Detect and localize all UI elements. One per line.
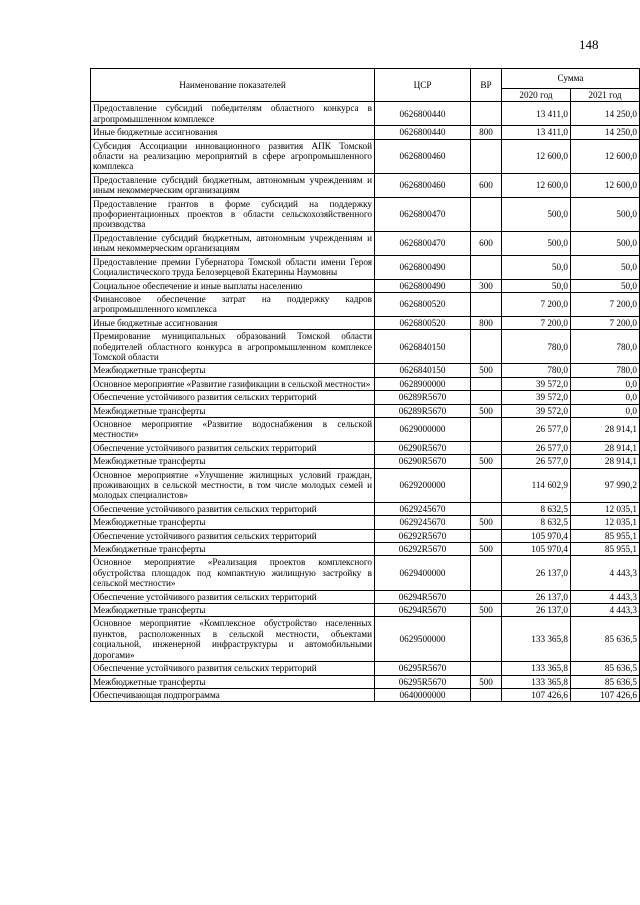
table-row [91,604,640,617]
row-value-2020: 133 365,8 [502,617,571,662]
row-value-2021: 107 426,6 [571,688,640,701]
row-vr [471,529,502,542]
row-value-2020: 12 600,0 [502,173,571,197]
table-row [91,139,640,173]
row-value-2020: 26 577,0 [502,441,571,454]
table-row [91,590,640,603]
row-name: Предоставление субсидий бюджетным, автономным учреждениям и иным некоммерческим организациям [91,231,375,255]
row-vr: 500 [471,543,502,556]
row-value-2020: 39 572,0 [502,404,571,417]
row-value-2021: 50,0 [571,255,640,279]
row-code: 0626800490 [375,255,471,279]
row-vr: 500 [471,604,502,617]
row-vr [471,292,502,316]
row-code: 0626800470 [375,197,471,231]
row-code: 06295R5670 [375,675,471,688]
table-row [91,102,640,126]
table-row [91,516,640,529]
row-code: 0626800460 [375,139,471,173]
row-vr [471,330,502,364]
table-row [91,330,640,364]
row-name: Обеспечение устойчивого развития сельских территорий [91,441,375,454]
row-code: 0628900000 [375,377,471,390]
row-name: Межбюджетные трансферты [91,455,375,468]
table-row [91,502,640,515]
row-name: Межбюджетные трансферты [91,604,375,617]
row-value-2021: 12 600,0 [571,139,640,173]
row-value-2021: 500,0 [571,197,640,231]
row-value-2020: 26 577,0 [502,417,571,441]
row-code: 0626800470 [375,231,471,255]
row-value-2021: 28 914,1 [571,455,640,468]
row-code: 0626800440 [375,126,471,139]
table-row [91,662,640,675]
row-value-2021: 500,0 [571,231,640,255]
table-row [91,455,640,468]
table-row [91,316,640,329]
row-value-2020: 105 970,4 [502,529,571,542]
row-name: Обеспечение устойчивого развития сельских территорий [91,662,375,675]
row-value-2021: 4 443,3 [571,556,640,590]
table-row [91,364,640,377]
table-row [91,377,640,390]
row-name: Иные бюджетные ассигнования [91,316,375,329]
row-value-2020: 39 572,0 [502,391,571,404]
table-row [91,292,640,316]
row-name: Основное мероприятие «Реализация проектов комплексного обустройства площадок под компактную жилищную застройку в сельской местности» [91,556,375,590]
row-code: 06294R5670 [375,590,471,603]
table-row [91,441,640,454]
row-name: Обеспечивающая подпрограмма [91,688,375,701]
row-vr [471,468,502,502]
row-vr: 500 [471,675,502,688]
row-value-2021: 85 636,5 [571,675,640,688]
row-value-2021: 12 035,1 [571,502,640,515]
row-name: Обеспечение устойчивого развития сельских территорий [91,590,375,603]
table-row [91,417,640,441]
row-value-2020: 7 200,0 [502,316,571,329]
row-vr: 300 [471,279,502,292]
table-row [91,231,640,255]
row-vr [471,688,502,701]
row-value-2021: 0,0 [571,377,640,390]
row-value-2020: 114 602,9 [502,468,571,502]
row-value-2020: 133 365,8 [502,662,571,675]
row-vr [471,102,502,126]
row-value-2021: 780,0 [571,364,640,377]
row-name: Социальное обеспечение и иные выплаты населению [91,279,375,292]
row-value-2021: 97 990,2 [571,468,640,502]
row-code: 06290R5670 [375,441,471,454]
row-value-2020: 13 411,0 [502,102,571,126]
row-name: Обеспечение устойчивого развития сельских территорий [91,391,375,404]
row-value-2020: 500,0 [502,231,571,255]
row-code: 06292R5670 [375,543,471,556]
header-sum: Сумма [502,69,640,89]
row-value-2020: 26 137,0 [502,590,571,603]
budget-table [90,68,640,702]
row-vr [471,197,502,231]
row-code: 0629245670 [375,516,471,529]
row-code: 0626840150 [375,330,471,364]
row-value-2021: 7 200,0 [571,316,640,329]
row-vr [471,617,502,662]
header-vr: ВР [471,69,502,102]
row-value-2020: 133 365,8 [502,675,571,688]
row-value-2020: 50,0 [502,279,571,292]
row-vr: 500 [471,516,502,529]
table-row [91,675,640,688]
row-value-2021: 85 955,1 [571,543,640,556]
row-value-2021: 14 250,0 [571,102,640,126]
table-row [91,255,640,279]
table-row [91,556,640,590]
row-name: Межбюджетные трансферты [91,543,375,556]
row-value-2021: 14 250,0 [571,126,640,139]
row-code: 06295R5670 [375,662,471,675]
page-number: 148 [579,37,599,52]
row-value-2021: 12 600,0 [571,173,640,197]
row-vr: 800 [471,316,502,329]
table-row [91,173,640,197]
row-value-2020: 39 572,0 [502,377,571,390]
row-value-2020: 26 577,0 [502,455,571,468]
row-value-2021: 28 914,1 [571,417,640,441]
header-code: ЦСР [375,69,471,102]
row-code: 06294R5670 [375,604,471,617]
row-value-2021: 4 443,3 [571,604,640,617]
row-value-2020: 780,0 [502,330,571,364]
row-name: Межбюджетные трансферты [91,516,375,529]
row-value-2020: 107 426,6 [502,688,571,701]
row-name: Премирование муниципальных образований Томской области победителей областного конкурса в агропромышленном комплексе Томской области [91,330,375,364]
header-name: Наименование показателей [91,69,375,102]
table-row [91,391,640,404]
row-code: 0626800460 [375,173,471,197]
row-value-2021: 50,0 [571,279,640,292]
row-code: 0626800520 [375,316,471,329]
row-value-2020: 8 632,5 [502,516,571,529]
row-code: 0629000000 [375,417,471,441]
row-name: Межбюджетные трансферты [91,364,375,377]
row-name: Предоставление премии Губернатора Томской области имени Героя Социалистического труда Белозерцевой Екатерины Наумовны [91,255,375,279]
row-value-2020: 8 632,5 [502,502,571,515]
row-code: 0626840150 [375,364,471,377]
row-value-2021: 85 636,5 [571,662,640,675]
row-name: Основное мероприятие «Комплексное обустройство населенных пунктов, расположенных в сельской местности, объектами социальной, инженерной инфраструктуры и автомобильными дорогами» [91,617,375,662]
row-code: 0629500000 [375,617,471,662]
row-vr [471,590,502,603]
row-name: Финансовое обеспечение затрат на поддержку кадров агропромышленного комплекса [91,292,375,316]
row-name: Предоставление субсидий бюджетным, автономным учреждениям и иным некоммерческим организациям [91,173,375,197]
row-code: 0640000000 [375,688,471,701]
row-value-2021: 28 914,1 [571,441,640,454]
row-vr: 600 [471,231,502,255]
row-value-2021: 780,0 [571,330,640,364]
row-vr [471,417,502,441]
row-vr: 800 [471,126,502,139]
row-name: Обеспечение устойчивого развития сельских территорий [91,502,375,515]
row-vr [471,556,502,590]
table-row [91,404,640,417]
row-value-2021: 7 200,0 [571,292,640,316]
row-value-2020: 13 411,0 [502,126,571,139]
table-row [91,529,640,542]
row-code: 06289R5670 [375,391,471,404]
table-row [91,468,640,502]
row-value-2020: 500,0 [502,197,571,231]
row-value-2020: 7 200,0 [502,292,571,316]
row-code: 0626800520 [375,292,471,316]
row-vr [471,391,502,404]
row-code: 06290R5670 [375,455,471,468]
header-year-2020: 2020 год [502,89,571,102]
row-code: 06292R5670 [375,529,471,542]
row-value-2021: 85 636,5 [571,617,640,662]
row-code: 0629200000 [375,468,471,502]
row-name: Предоставление грантов в форме субсидий на поддержку профориентационных проектов в области сельскохозяйственного производства [91,197,375,231]
row-value-2021: 85 955,1 [571,529,640,542]
row-code: 0626800440 [375,102,471,126]
row-vr [471,377,502,390]
row-name: Предоставление субсидий победителям областного конкурса в агропромышленном комплексе [91,102,375,126]
row-value-2021: 4 443,3 [571,590,640,603]
row-vr: 600 [471,173,502,197]
row-value-2020: 780,0 [502,364,571,377]
row-value-2020: 50,0 [502,255,571,279]
table-row [91,197,640,231]
row-value-2021: 0,0 [571,404,640,417]
table-row [91,279,640,292]
row-value-2020: 26 137,0 [502,556,571,590]
table-row [91,126,640,139]
row-code: 06289R5670 [375,404,471,417]
row-name: Обеспечение устойчивого развития сельских территорий [91,529,375,542]
row-vr [471,662,502,675]
table-row [91,543,640,556]
row-name: Межбюджетные трансферты [91,675,375,688]
row-code: 0626800490 [375,279,471,292]
row-name: Основное мероприятие «Развитие газификации в сельской местности» [91,377,375,390]
row-value-2020: 12 600,0 [502,139,571,173]
row-name: Основное мероприятие «Улучшение жилищных условий граждан, проживающих в сельской местности, в том числе молодых семей и молодых специалистов» [91,468,375,502]
row-vr [471,255,502,279]
row-name: Основное мероприятие «Развитие водоснабжения в сельской местности» [91,417,375,441]
row-vr: 500 [471,364,502,377]
table-row [91,617,640,662]
row-vr [471,441,502,454]
row-vr: 500 [471,455,502,468]
row-vr: 500 [471,404,502,417]
row-name: Субсидия Ассоциации инновационного развития АПК Томской области на реализацию мероприятий в сфере агропромышленного комплекса [91,139,375,173]
row-name: Иные бюджетные ассигнования [91,126,375,139]
header-year-2021: 2021 год [571,89,640,102]
row-code: 0629400000 [375,556,471,590]
row-name: Межбюджетные трансферты [91,404,375,417]
row-vr [471,139,502,173]
table-row [91,688,640,701]
row-value-2021: 0,0 [571,391,640,404]
row-value-2020: 26 137,0 [502,604,571,617]
row-value-2021: 12 035,1 [571,516,640,529]
row-vr [471,502,502,515]
table-body [91,102,640,702]
row-code: 0629245670 [375,502,471,515]
row-value-2020: 105 970,4 [502,543,571,556]
